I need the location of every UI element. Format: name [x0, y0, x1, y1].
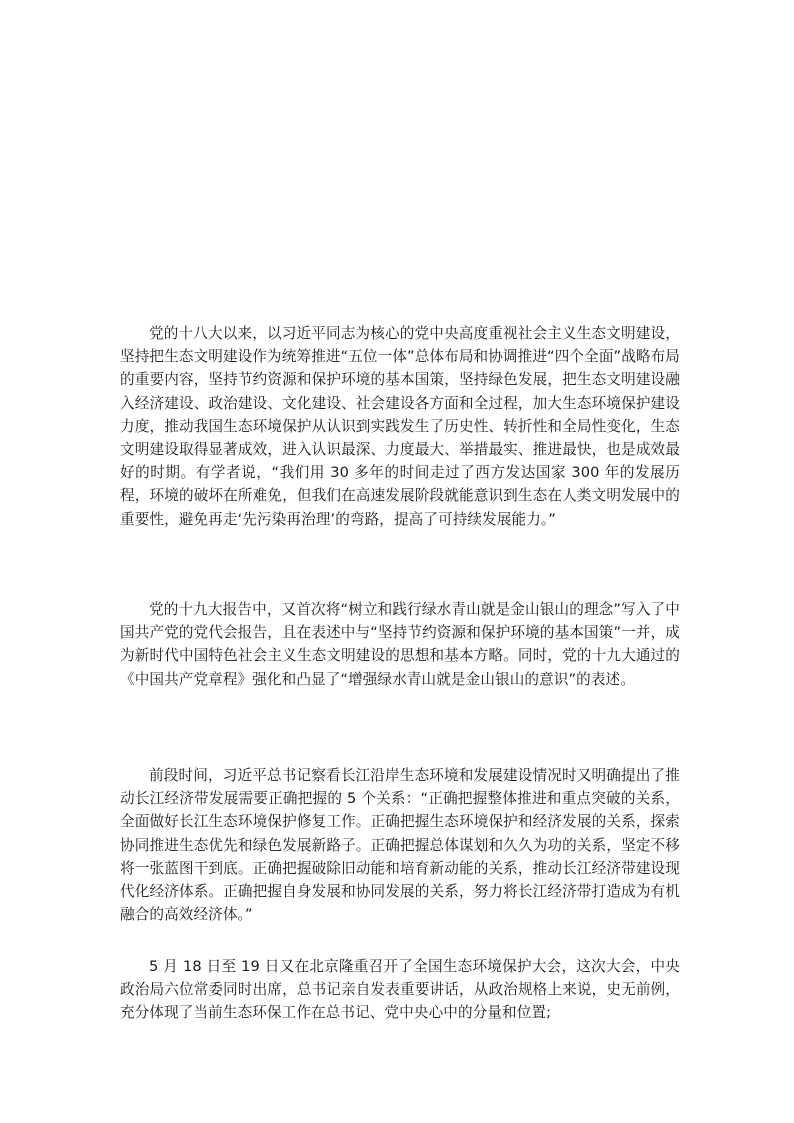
paragraph-yangtze-five-relationships: 前段时间，习近平总书记察看长江沿岸生态环境和发展建设情况时又明确提出了推动长江经济带发展需要正确把握的 5 个关系：“正确把握整体推进和重点突破的关系，全面做好长江生态环境保护修复工作。正确把握生态环境保护和经济发展的关系，探索协同推进生态优先和绿色发展新路子。正确把握总体谋划和久久为功的关系，坚定不移将一张蓝图干到底。正确把握破除旧动能和培育新动能的关系，推动长江经济带建设现代化经济体系。正确把握自身发展和协同发展的关系，努力将长江经济带打造成为有机融合的高效经济体。”: [120, 767, 680, 924]
paragraph-19th-congress-report: 党的十九大报告中，又首次将“树立和践行绿水青山就是金山银山的理念”写入了中国共产党的党代会报告，且在表述中与“坚持节约资源和保护环境的基本国策”一并，成为新时代中国特色社会主义生态文明建设的思想和基本方略。同时，党的十九大通过的《中国共产党章程》强化和凸显了“增强绿水青山就是金山银山的意识”的表述。: [120, 601, 680, 688]
paragraph-national-conference: 5 月 18 日至 19 日又在北京隆重召开了全国生态环境保护大会，这次大会，中央政治局六位常委同时出席，总书记亲自发表重要讲话，从政治规格上来说，史无前例，充分体现了当前生态环保工作在总书记、党中央心中的分量和位置;: [120, 958, 680, 1022]
paragraph-ecological-civilization-18th-congress: 党的十八大以来，以习近平同志为核心的党中央高度重视社会主义生态文明建设，坚持把生态文明建设作为统筹推进“五位一体”总体布局和协调推进“四个全面”战略布局的重要内容，坚持节约资源和保护环境的基本国策，坚持绿色发展，把生态文明建设融入经济建设、政治建设、文化建设、社会建设各方面和全过程，加大生态环境保护建设力度，推动我国生态环境保护从认识到实践发生了历史性、转折性和全局性变化，生态文明建设取得显著成效，进入认识最深、力度最大、举措最实、推进最快，也是成效最好的时期。有学者说，“我们用 30 多年的时间走过了西方发达国家 300 年的发展历程，环境的破坏在所难免，但我们在高速发展阶段就能意识到生态在人类文明发展中的重要性，避免再走‘先污染再治理’的弯路，提高了可持续发展能力。”: [120, 325, 680, 528]
